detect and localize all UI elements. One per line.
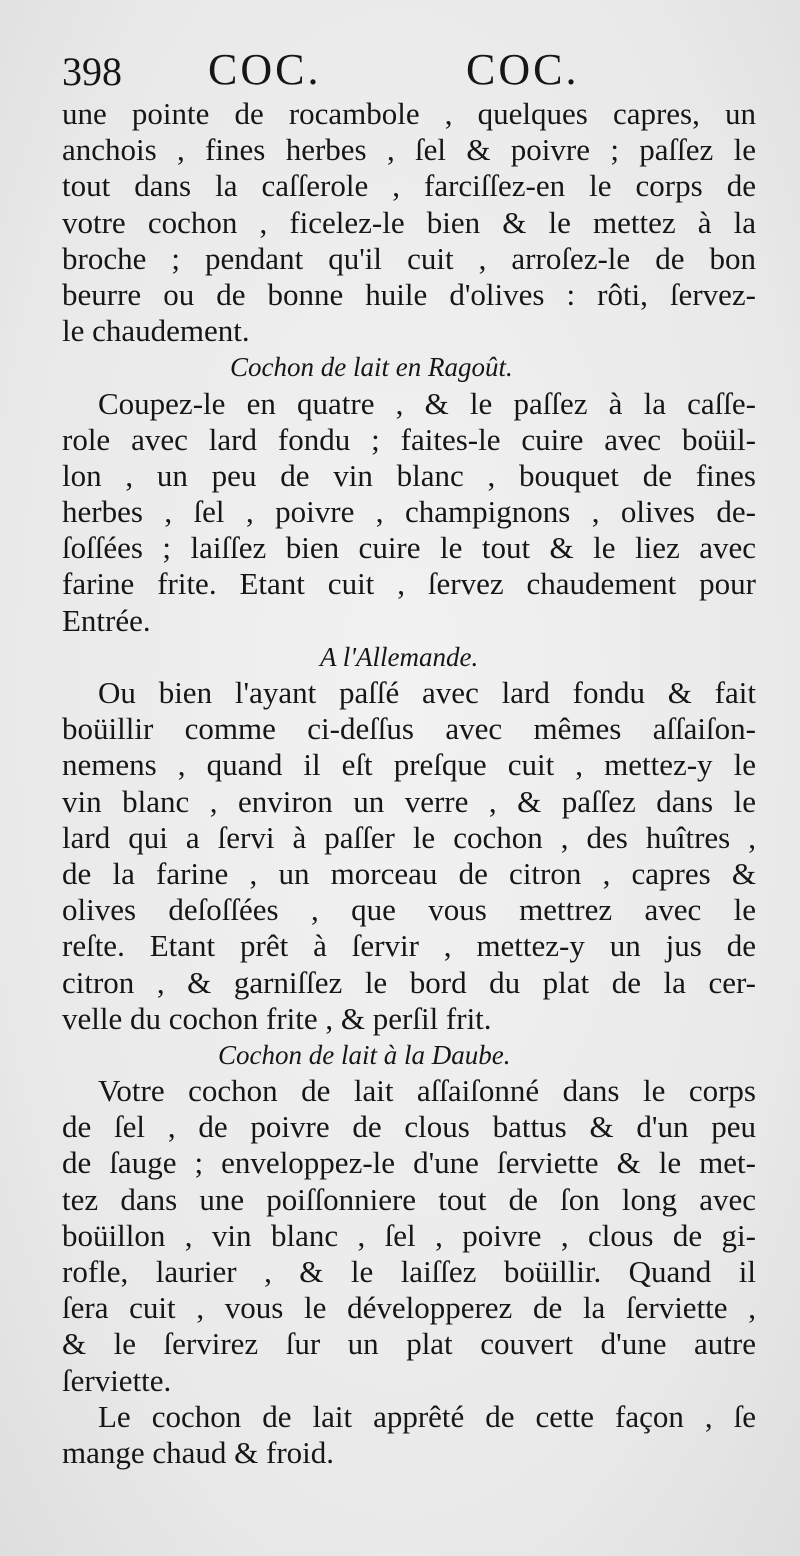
running-header	[62, 44, 622, 104]
text-line: rofle, laurier , & le laiſſez boüillir. Quand il	[62, 1254, 756, 1289]
text-line: herbes , ſel , poivre , champignons , olives de-	[62, 494, 756, 530]
text-line: Coupez-le en quatre , & le paſſez à la caſſe-	[98, 385, 756, 421]
header-right-word: COC.	[466, 45, 580, 94]
text-line: nemens , quand il eſt preſque cuit , mettez-y le	[62, 747, 756, 783]
text-line: beurre ou de bonne huile d'olives : rôti, ſervez-	[62, 276, 756, 312]
text-line: tout dans la caſſerole , farciſſez-en le corps de	[62, 168, 756, 204]
text-line: le chaudement.	[62, 313, 250, 349]
text-line: une pointe de rocambole , quelques capres, un	[62, 96, 756, 131]
header-left-word: COC.	[208, 45, 322, 94]
text-line: reſte. Etant prêt à ſervir , mettez-y un jus de	[62, 928, 756, 964]
text-line: citron , & garniſſez le bord du plat de la cer-	[62, 964, 756, 1000]
text-line: Votre cochon de lait aſſaiſonné dans le corps	[98, 1073, 756, 1109]
text-line: ſerviette.	[62, 1362, 172, 1398]
text-line: farine frite. Etant cuit , ſervez chaudement pour	[62, 566, 756, 602]
paragraph-3	[62, 675, 756, 1037]
text-line: de ſel , de poivre de clous battus & d'un peu	[62, 1109, 756, 1145]
text-line: boüillon , vin blanc , ſel , poivre , clous de gi-	[62, 1217, 756, 1253]
text-line: lon , un peu de vin blanc , bouquet de fines	[62, 457, 756, 493]
text-line: olives deſoſſées , que vous mettrez avec le	[62, 892, 756, 928]
text-line: broche ; pendant qu'il cuit , arroſez-le de bon	[62, 240, 756, 276]
text-line: Entrée.	[62, 602, 151, 638]
section-heading-allemande: A l'Allemande.	[320, 641, 479, 672]
text-line: boüillir comme ci-deſſus avec mêmes aſſaiſon-	[62, 711, 756, 747]
section-heading-daube: Cochon de lait à la Daube.	[218, 1039, 511, 1070]
text-line: ſera cuit , vous le développerez de la ſerviette ,	[62, 1290, 756, 1326]
text-line: & le ſervirez ſur un plat couvert d'une autre	[62, 1326, 756, 1362]
text-line: vin blanc , environ un verre , & paſſez dans le	[62, 783, 756, 819]
text-line: ſoſſées ; laiſſez bien cuire le tout & le liez avec	[62, 530, 756, 566]
text-line: mange chaud & froid.	[62, 1434, 335, 1470]
text-line: velle du cochon frite , & perſil frit.	[62, 1000, 492, 1036]
paragraph-1	[62, 96, 756, 349]
text-line: tez dans une poiſſonniere tout de ſon long avec	[62, 1181, 756, 1217]
section-heading-ragout: Cochon de lait en Ragoût.	[230, 352, 513, 383]
text-line: role avec lard fondu ; faites-le cuire avec boüil-	[62, 421, 756, 457]
paragraph-2	[62, 386, 756, 639]
text-line: anchois , fines herbes , ſel & poivre ; paſſez le	[62, 132, 756, 168]
paragraph-4	[62, 1073, 756, 1399]
paragraph-5	[62, 1399, 756, 1471]
text-line: de ſauge ; enveloppez-le d'une ſerviette & le met-	[62, 1145, 756, 1181]
page-number: 398	[62, 49, 122, 94]
text-line: Ou bien l'ayant paſſé avec lard fondu & fait	[98, 675, 756, 710]
page-body	[62, 96, 756, 1471]
text-line: votre cochon , ficelez-le bien & le mettez à la	[62, 204, 756, 240]
text-line: Le cochon de lait apprêté de cette façon , ſe	[98, 1398, 756, 1434]
text-line: de la farine , un morceau de citron , capres &	[62, 855, 756, 891]
text-line: lard qui a ſervi à paſſer le cochon , des huîtres ,	[62, 819, 756, 855]
